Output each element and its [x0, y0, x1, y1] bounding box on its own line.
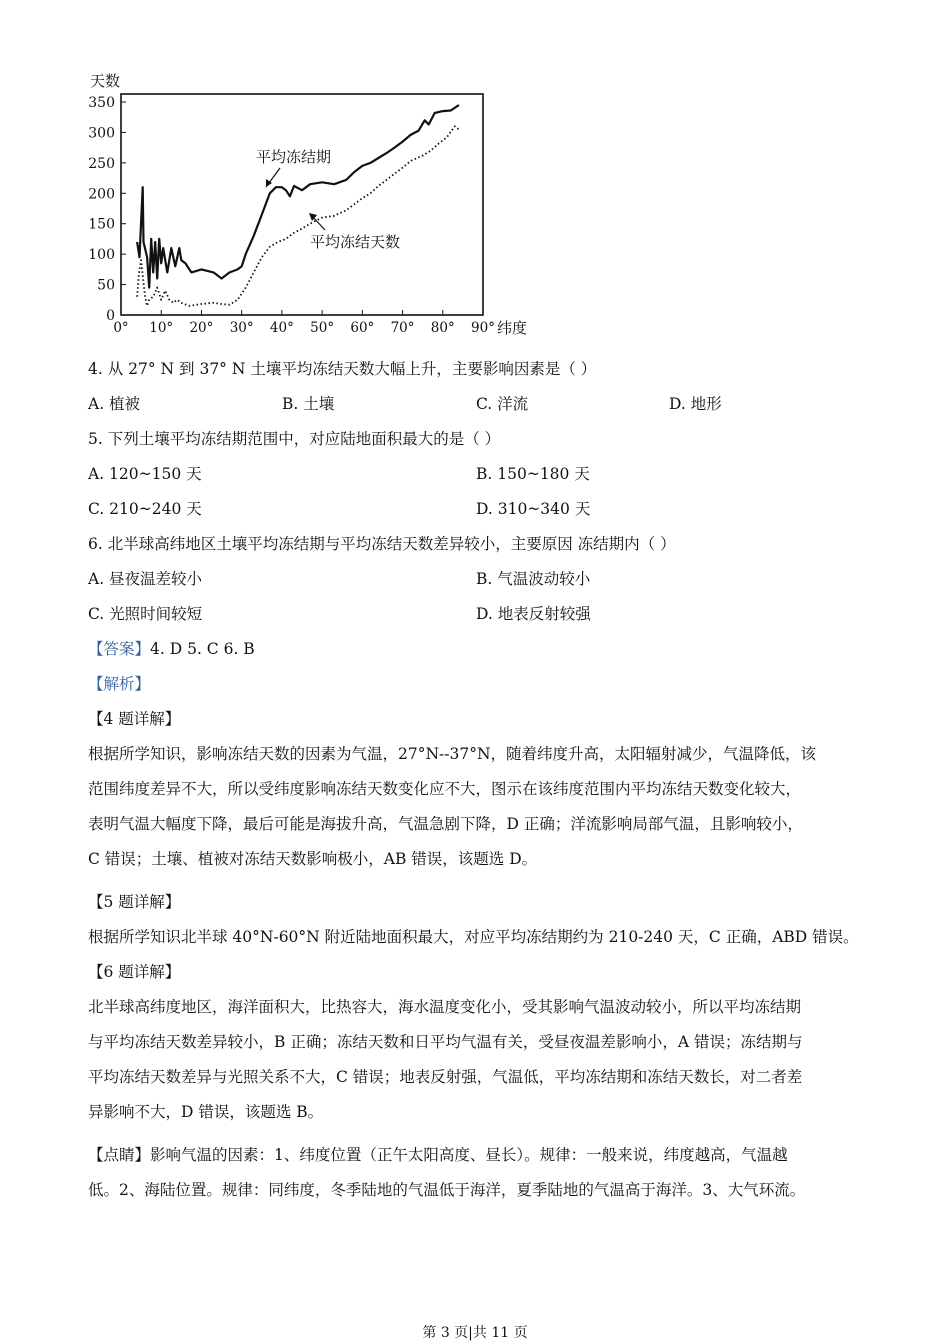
y-tick-label: 150 — [88, 216, 115, 233]
q5-option-c: C. 210~240 天 — [88, 500, 202, 518]
y-tick-label: 250 — [88, 155, 115, 172]
q4-detail-line: 根据所学知识，影响冻结天数的因素为气温，27°N--37°N，随着纬度升高，太阳辐射减少，气温降低，该 — [88, 745, 817, 763]
q6-option-a: A. 昼夜温差较小 — [88, 570, 203, 588]
q4-detail-line: C 错误；土壤、植被对冻结天数影响极小，AB 错误，该题选 D。 — [88, 850, 538, 868]
y-tick-label: 100 — [88, 247, 115, 264]
x-tick-label: 20° — [189, 320, 214, 336]
tip-line: 【点睛】影响气温的因素：1、纬度位置（正午太阳高度、昼长）。规律：一般来说，纬度越高，气温越 — [88, 1146, 788, 1164]
q6-option-c: C. 光照时间较短 — [88, 605, 203, 623]
x-tick-label: 90° — [471, 320, 495, 336]
q6-detail-text — [88, 990, 868, 1130]
q5-detail-line: 根据所学知识北半球 40°N-60°N 附近陆地面积最大，对应平均冻结期约为 210-240 天，C 正确，ABD 错误。 — [88, 928, 859, 946]
annotation-label: 平均冻结期 — [256, 148, 332, 166]
answer-tag: 【答案】 — [88, 640, 151, 658]
q4-option-b: B. 土壤 — [282, 395, 335, 413]
tip-text — [88, 1138, 868, 1208]
x-axis-label: 纬度 — [497, 319, 528, 337]
q5-detail-text — [88, 920, 868, 955]
q5-detail-heading: 【5 题详解】 — [88, 893, 181, 911]
q6-option-d: D. 地表反射较强 — [476, 605, 591, 623]
q4-option-a: A. 植被 — [88, 395, 141, 413]
q4-detail-text — [88, 737, 868, 877]
plot-frame — [121, 94, 483, 315]
q6-option-b: B. 气温波动较小 — [476, 570, 591, 588]
x-tick-label: 60° — [350, 320, 375, 336]
q6-detail-heading: 【6 题详解】 — [88, 963, 181, 981]
x-tick-label: 80° — [430, 320, 455, 336]
y-tick-label: 50 — [97, 277, 115, 294]
series-line-freeze-period — [137, 105, 459, 288]
x-tick-label: 40° — [269, 320, 294, 336]
q4-detail-heading: 【4 题详解】 — [88, 710, 181, 728]
q4-detail-line: 表明气温大幅度下降，最后可能是海拔升高，气温急剧下降，D 正确；洋流影响局部气温，且影响较小， — [88, 815, 803, 833]
y-axis-label: 天数 — [90, 72, 121, 90]
y-tick-label: 200 — [88, 186, 115, 203]
q6-detail-line: 与平均冻结天数差异较小，B 正确；冻结天数和日平均气温有关，受昼夜温差影响小，A 错误；冻结期与 — [88, 1033, 803, 1051]
answer-line — [88, 638, 255, 660]
q4-option-d: D. 地形 — [669, 395, 722, 413]
chart-svg — [80, 62, 540, 347]
y-tick-label: 0 — [106, 308, 115, 324]
question-6-stem: 6. 北半球高纬地区土壤平均冻结期与平均冻结天数差异较小，主要原因 冻结期内（ ） — [88, 535, 676, 553]
q6-detail-line: 异影响不大，D 错误，该题选 B。 — [88, 1103, 324, 1121]
q4-option-c: C. 洋流 — [476, 395, 529, 413]
x-tick-label: 0° — [113, 320, 129, 336]
y-tick-label: 300 — [88, 125, 115, 142]
page-footer: 第 3 页|共 11 页 — [422, 1325, 528, 1341]
tip-line: 低。2、海陆位置。规律：同纬度，冬季陆地的气温低于海洋，夏季陆地的气温高于海洋。3、大气环流。 — [88, 1181, 806, 1199]
q5-option-a: A. 120~150 天 — [88, 465, 202, 483]
x-tick-label: 70° — [390, 320, 415, 336]
question-4-stem: 4. 从 27° N 到 37° N 土壤平均冻结天数大幅上升，主要影响因素是（ ） — [88, 360, 597, 378]
q4-detail-line: 范围纬度差异不大，所以受纬度影响冻结天数变化应不大，图示在该纬度范围内平均冻结天数变化较大， — [88, 780, 802, 798]
x-tick-label: 50° — [310, 320, 335, 336]
x-tick-label: 10° — [149, 320, 174, 336]
annotation-label: 平均冻结天数 — [310, 233, 401, 251]
question-5-stem: 5. 下列土壤平均冻结期范围中，对应陆地面积最大的是（ ） — [88, 430, 501, 448]
q5-option-b: B. 150~180 天 — [476, 465, 590, 483]
frozen-days-chart — [80, 62, 540, 347]
y-tick-label: 350 — [88, 95, 115, 111]
q5-option-d: D. 310~340 天 — [476, 500, 591, 518]
answer-text: 4. D 5. C 6. B — [150, 640, 255, 658]
q6-detail-line: 北半球高纬度地区，海洋面积大，比热容大，海水温度变化小，受其影响气温波动较小，所以平均冻结期 — [88, 998, 802, 1016]
x-tick-label: 30° — [229, 320, 254, 336]
analysis-tag: 【解析】 — [88, 675, 151, 693]
q6-detail-line: 平均冻结天数差异与光照关系不大，C 错误；地表反射强，气温低，平均冻结期和冻结天数长，对二者差 — [88, 1068, 803, 1086]
